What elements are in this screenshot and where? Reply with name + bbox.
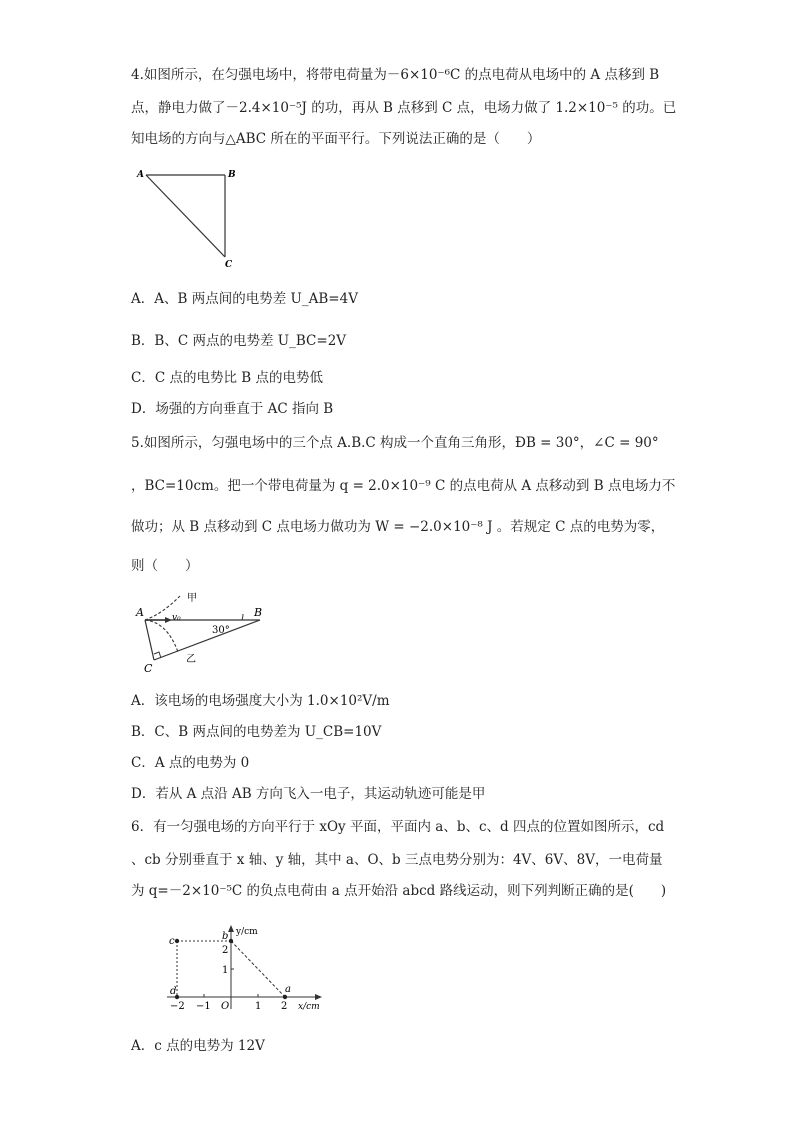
- label-b: b: [222, 931, 229, 942]
- segment-ab: [231, 941, 285, 997]
- point-a: [283, 995, 287, 999]
- q5-stem-line-1: 5.如图所示，匀强电场中的三个点 A.B.C 构成一个直角三角形，ÐB = 30°，∠C = 90°: [131, 435, 659, 451]
- q5-option-a: A．该电场的电场强度大小为 1.0×10²V/m: [131, 693, 390, 709]
- x-tick-label-2: 2: [281, 1001, 288, 1012]
- x-tick-label-neg1: −1: [196, 1001, 211, 1012]
- q4-option-d: D．场强的方向垂直于 AC 指向 B: [131, 401, 334, 417]
- label-b: B: [254, 606, 263, 619]
- label-a: A: [136, 606, 144, 619]
- v0-arrow-head: [165, 617, 172, 623]
- label-c: c: [169, 936, 175, 947]
- q4-stem-line-2: 点，静电力做了－2.4×10⁻⁵J 的功，再从 B 点移到 C 点，电场力做了 1.2×10⁻⁵ 的功。已: [131, 100, 677, 116]
- q6-coordinate-figure: [162, 922, 332, 1012]
- label-v0: v₀: [172, 613, 181, 623]
- label-origin: O: [221, 1001, 230, 1012]
- label-yi: 乙: [186, 654, 196, 665]
- x-tick-label-1: 1: [255, 1001, 262, 1012]
- x-axis-arrow: [315, 994, 322, 1000]
- right-angle-mark: [154, 652, 161, 658]
- q6-stem-line-3: 为 q=－2×10⁻⁵C 的负点电荷由 a 点开始沿 abcd 路线运动，则下列判断正确的是( ): [131, 883, 667, 899]
- q4-triangle-figure: [132, 164, 244, 270]
- y-axis-label: y/cm: [236, 927, 258, 937]
- label-a: a: [285, 984, 291, 995]
- label-d: d: [170, 986, 177, 997]
- x-tick-label-neg2: −2: [170, 1001, 185, 1012]
- q4-option-b: B．B、C 两点的电势差 U_BC=2V: [131, 333, 347, 349]
- q5-stem-line-4: 则（ ）: [131, 558, 199, 574]
- segment-ac: [146, 175, 225, 257]
- label-a: A: [137, 170, 144, 180]
- trajectory-yi: [145, 620, 178, 652]
- q5-option-b: B．C、B 两点间的电势差为 U_CB=10V: [131, 724, 382, 740]
- q6-option-a: A．c 点的电势为 12V: [131, 1038, 265, 1054]
- label-angle: 30°: [212, 625, 230, 636]
- q5-stem-line-2: ，BC=10cm。把一个带电荷量为 q = 2.0×10⁻⁹ C 的点电荷从 A 点移动到 B 点电场力不: [131, 478, 676, 494]
- point-b: [229, 939, 233, 943]
- point-c: [175, 939, 179, 943]
- segment-ac: [145, 620, 154, 660]
- q4-stem-line-1: 4.如图所示，在匀强电场中，将带电荷量为－6×10⁻⁶C 的点电荷从电场中的 A 点移到 B: [131, 67, 660, 83]
- segment-bc: [154, 620, 260, 660]
- y-axis-arrow: [228, 925, 234, 932]
- q5-stem-line-3: 做功；从 B 点移动到 C 点电场力做功为 W = −2.0×10⁻⁸ J 。若规定 C 点的电势为零，: [131, 519, 665, 535]
- q4-option-c: C．C 点的电势比 B 点的电势低: [131, 370, 323, 386]
- q4-stem-line-3: 知电场的方向与△ABC 所在的平面平行。下列说法正确的是（ ）: [131, 131, 541, 147]
- q6-stem-line-2: 、cb 分别垂直于 x 轴、y 轴，其中 a、O、b 三点电势分别为：4V、6V、8V，一电荷量: [131, 852, 663, 868]
- y-tick-label-2: 2: [222, 945, 229, 956]
- label-c: C: [144, 662, 153, 672]
- angle-arc: [242, 614, 243, 620]
- label-c: C: [225, 260, 233, 270]
- q5-triangle-figure: [132, 590, 277, 672]
- label-b: B: [228, 170, 236, 180]
- q5-option-d: D．若从 A 点沿 AB 方向飞入一电子，其运动轨迹可能是甲: [131, 786, 486, 802]
- x-axis-label: x/cm: [298, 1002, 320, 1012]
- label-jia: 甲: [187, 593, 197, 604]
- q5-option-c: C．A 点的电势为 0: [131, 755, 250, 771]
- y-tick-label-1: 1: [222, 965, 229, 976]
- q6-stem-line-1: 6．有一匀强电场的方向平行于 xOy 平面，平面内 a、b、c、d 四点的位置如图所示，cd: [131, 819, 665, 835]
- q4-option-a: A．A、B 两点间的电势差 U_AB=4V: [131, 291, 358, 307]
